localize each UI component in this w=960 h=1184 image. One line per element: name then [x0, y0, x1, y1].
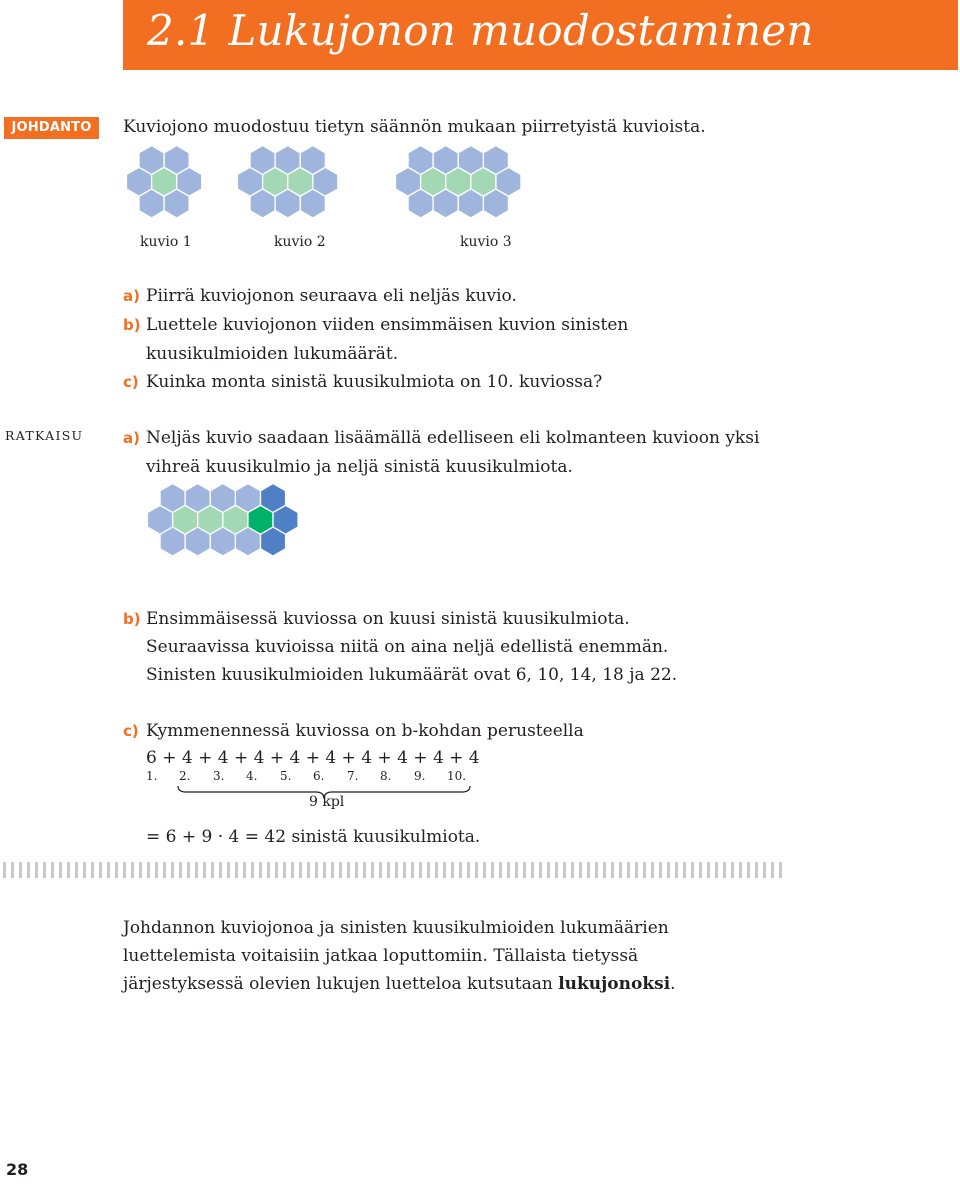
blue-hexagon [434, 146, 458, 173]
blue-hexagon [484, 190, 508, 217]
green-hexagon [472, 168, 496, 195]
solution-b-text-2: Seuraavissa kuvioissa niitä on aina neljä edellistä enemmän. [146, 637, 669, 657]
green-hexagon [198, 506, 222, 533]
blue-hexagon [301, 190, 325, 217]
solution-b-text-1: Ensimmäisessä kuviossa on kuusi sinistä kuusikulmiota. [146, 609, 630, 629]
page-number: 28 [6, 1160, 29, 1179]
blue-hexagon [236, 528, 260, 555]
figure-label-2: kuvio 2 [274, 234, 326, 250]
solution-a-text-1: Neljäs kuvio saadaan lisäämällä edelliseen eli kolmanteen kuvioon yksi [146, 428, 760, 448]
page-title: 2.1 Lukujonon muodostaminen [147, 6, 814, 55]
sum-expression: 6 + 4 + 4 + 4 + 4 + 4 + 4 + 4 + 4 + 4 [146, 748, 480, 768]
green-hexagon [173, 506, 197, 533]
blue-hexagon [261, 484, 285, 511]
blue-hexagon [148, 506, 172, 533]
ordinal-2: 2. [179, 769, 191, 783]
solution-a-text-2: vihreä kuusikulmio ja neljä sinistä kuusikulmiota. [146, 457, 573, 477]
blue-hexagon [140, 190, 164, 217]
blue-hexagon [484, 146, 508, 173]
blue-hexagon [434, 190, 458, 217]
task-a [123, 282, 517, 311]
solution-hexagons [148, 484, 297, 555]
blue-hexagon [261, 528, 285, 555]
blue-hexagon [301, 146, 325, 173]
green-hexagon [263, 168, 287, 195]
green-hexagon [249, 506, 273, 533]
green-hexagon [224, 506, 248, 533]
blue-hexagon [396, 168, 420, 195]
blue-hexagon [251, 146, 275, 173]
task-c-letter: c) [123, 373, 139, 391]
title-bar [123, 0, 958, 70]
section-divider [3, 862, 786, 878]
intro-text: Kuviojono muodostuu tietyn säännön mukaan piirretyistä kuvioista. [123, 117, 706, 137]
solution-a-letter: a) [123, 429, 140, 447]
task-b-text-2: kuusikulmioiden lukumäärät. [146, 344, 399, 364]
blue-hexagon [127, 168, 151, 195]
key-term: lukujonoksi [558, 974, 671, 994]
task-b [123, 311, 628, 340]
figure-label-1: kuvio 1 [140, 234, 192, 250]
ordinal-3: 3. [213, 769, 225, 783]
ordinal-6: 6. [313, 769, 325, 783]
figure-label-3: kuvio 3 [460, 234, 512, 250]
blue-hexagon [459, 190, 483, 217]
solution-c-text-1: Kymmenennessä kuviossa on b-kohdan perusteella [146, 721, 584, 741]
task-a-letter: a) [123, 287, 140, 305]
solution-b-text-3: Sinisten kuusikulmioiden lukumäärät ovat 6, 10, 14, 18 ja 22. [146, 665, 678, 685]
green-hexagon [152, 168, 176, 195]
conclusion-line-3 [123, 970, 676, 999]
blue-hexagon [251, 190, 275, 217]
result-line: = 6 + 9 · 4 = 42 sinistä kuusikulmiota. [146, 827, 481, 847]
blue-hexagon [314, 168, 338, 195]
blue-hexagon [276, 190, 300, 217]
blue-hexagon [161, 484, 185, 511]
ordinal-7: 7. [347, 769, 359, 783]
blue-hexagon [459, 146, 483, 173]
ordinal-5: 5. [280, 769, 292, 783]
blue-hexagon [409, 190, 433, 217]
task-b-text-1: Luettele kuviojonon viiden ensimmäisen kuvion sinisten [146, 315, 629, 335]
blue-hexagon [165, 146, 189, 173]
green-hexagon [446, 168, 470, 195]
green-hexagon [288, 168, 312, 195]
task-a-text: Piirrä kuviojonon seuraava eli neljäs kuvio. [146, 286, 517, 306]
solution-b [123, 605, 630, 634]
ordinal-1: 1. [146, 769, 158, 783]
blue-hexagon [211, 528, 235, 555]
conclusion-line-3-pre: järjestyksessä olevien lukujen luetteloa kutsutaan [123, 974, 559, 994]
ordinal-8: 8. [380, 769, 392, 783]
conclusion-line-1: Johdannon kuviojonoa ja sinisten kuusikulmioiden lukumäärien [123, 918, 669, 938]
blue-hexagon [140, 146, 164, 173]
solution-c [123, 717, 584, 746]
blue-hexagon [186, 484, 210, 511]
johdanto-label: JOHDANTO [4, 117, 99, 139]
task-c [123, 368, 602, 397]
brace-label: 9 kpl [309, 794, 345, 810]
blue-hexagon [177, 168, 201, 195]
task-b-letter: b) [123, 316, 141, 334]
ratkaisu-label: RATKAISU [5, 428, 84, 443]
blue-hexagon [409, 146, 433, 173]
task-c-text: Kuinka monta sinistä kuusikulmiota on 10. kuviossa? [146, 372, 603, 392]
blue-hexagon [211, 484, 235, 511]
blue-hexagon [165, 190, 189, 217]
intro-hexagons [127, 146, 520, 217]
conclusion-line-2: luettelemista voitaisiin jatkaa loputtomiin. Tällaista tietyssä [123, 946, 639, 966]
ordinal-4: 4. [246, 769, 258, 783]
solution-c-letter: c) [123, 722, 139, 740]
blue-hexagon [186, 528, 210, 555]
solution-b-letter: b) [123, 610, 141, 628]
ordinal-10: 10. [447, 769, 467, 783]
solution-a [123, 424, 759, 453]
blue-hexagon [238, 168, 262, 195]
blue-hexagon [236, 484, 260, 511]
blue-hexagon [497, 168, 521, 195]
blue-hexagon [161, 528, 185, 555]
blue-hexagon [274, 506, 298, 533]
ordinal-9: 9. [414, 769, 426, 783]
conclusion-line-3-post: . [670, 974, 676, 994]
green-hexagon [421, 168, 445, 195]
blue-hexagon [276, 146, 300, 173]
